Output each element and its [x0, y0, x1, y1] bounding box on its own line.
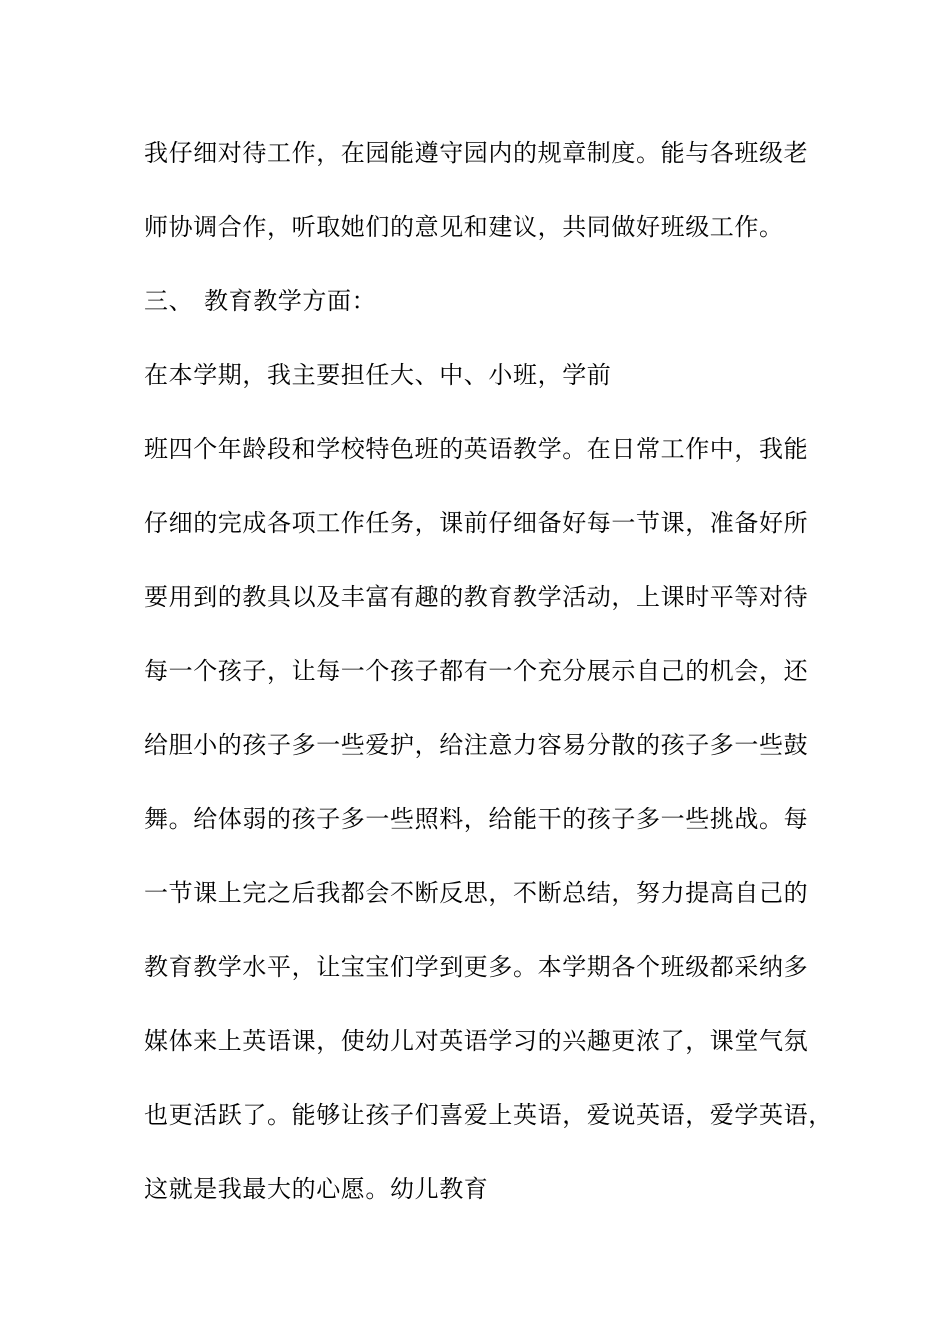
section-heading: [144, 286, 376, 316]
paragraph-line: 舞。给体弱的孩子多一些照料，给能干的孩子多一些挑战。每: [144, 805, 809, 833]
paragraph-line: 班四个年龄段和学校特色班的英语教学。在日常工作中，我能: [144, 435, 809, 463]
paragraph-line: 教育教学水平，让宝宝们学到更多。本学期各个班级都采纳多: [144, 953, 809, 981]
paragraph-line: 给胆小的孩子多一些爱护，给注意力容易分散的孩子多一些鼓: [144, 731, 809, 759]
paragraph-line: 仔细的完成各项工作任务，课前仔细备好每一节课，准备好所: [144, 509, 809, 537]
paragraph-line: 也更活跃了。能够让孩子们喜爱上英语，爱说英语，爱学英语，: [144, 1101, 833, 1129]
paragraph-line: 每一个孩子，让每一个孩子都有一个充分展示自己的机会，还: [144, 657, 809, 685]
paragraph-line: 一节课上完之后我都会不断反思，不断总结，努力提高自己的: [144, 879, 809, 907]
paragraph-line: 我仔细对待工作，在园能遵守园内的规章制度。能与各班级老: [144, 139, 809, 167]
section-number: 三、: [144, 287, 194, 315]
section-title: 教育教学方面：: [204, 287, 377, 315]
paragraph-line: 在本学期，我主要担任大、中、小班，学前: [144, 361, 612, 389]
paragraph-line: 师协调合作，听取她们的意见和建议，共同做好班级工作。: [144, 213, 784, 241]
paragraph-line: 媒体来上英语课，使幼儿对英语学习的兴趣更浓了，课堂气氛: [144, 1027, 809, 1055]
paragraph-line: 要用到的教具以及丰富有趣的教育教学活动，上课时平等对待: [144, 583, 809, 611]
paragraph-line: 这就是我最大的心愿。幼儿教育: [144, 1175, 489, 1203]
